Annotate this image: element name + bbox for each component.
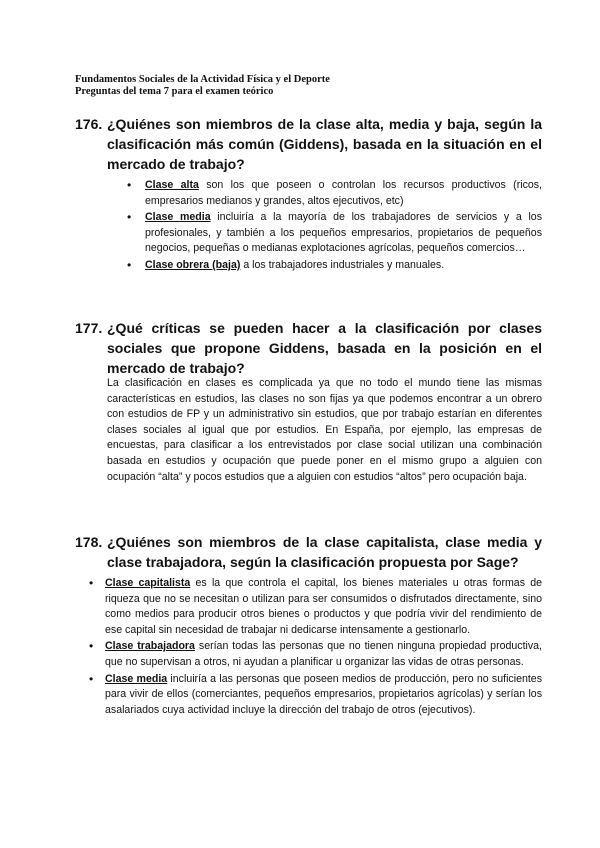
- answer-list: [75, 576, 542, 718]
- list-item: [145, 210, 542, 257]
- list-item: [145, 258, 542, 274]
- question-heading: [75, 532, 542, 572]
- list-item: [105, 639, 542, 670]
- answer-paragraph: La clasificación en clases es complicada ya que no todo el mundo tiene las mismas características en estudios, las clases no son fijas ya que podemos encontrar a un obrero con estudios de FP y un administrativo sin estudios, que por trabajo estarían en diferentes clases sociales al igual que por estudios. En España, por ejemplo, las empresas de encuestas, para clasificar a los entrevistados por clase social utilizan una combinación basada en estudios y ocupación que puede poner en el mismo grupo a alguien con ocupación “alta” y pocos estudios que a alguien con estudios “altos” pero ocupación baja.: [107, 377, 542, 483]
- course-title: Fundamentos Sociales de la Actividad Física y el Deporte: [75, 74, 330, 85]
- question-heading: [75, 318, 542, 378]
- question-number: 178.: [75, 534, 103, 550]
- document-header: [75, 74, 330, 98]
- list-item: [145, 178, 542, 209]
- term: Clase alta: [145, 179, 199, 191]
- question-number: 177.: [75, 320, 103, 336]
- question-number: 176.: [75, 116, 103, 132]
- definition: es la que controla el capital, los bienes materiales u otras formas de riqueza que no se necesitan o utilizan para ser consumidos o disfrutados directamente, sino como medios para producir otros bienes o productos y que podría vivir del rendimiento de ese capital sin necesidad de trabajar ni dedicarse intensamente a gestionarlo.: [105, 577, 542, 636]
- term: Clase trabajadora: [105, 640, 195, 653]
- answer-list: [75, 178, 542, 274]
- question-176: [75, 114, 542, 275]
- question-text: ¿Quiénes son miembros de la clase alta, media y baja, según la clasificación más común (Giddens), basada en la situación en el mercado de trabajo?: [107, 116, 542, 172]
- question-heading: [75, 114, 542, 174]
- definition: incluiría a las personas que poseen medios de producción, pero no suficientes para vivir de ellos (comerciantes, pequeños empresarios, propietarios agrícolas) y serían los asalariados cuya actividad incluye la dirección del trabajo de otros (ejecutivos).: [105, 672, 542, 716]
- question-text: ¿Quiénes son miembros de la clase capitalista, clase media y clase trabajadora, según la clasificación propuesta por Sage?: [107, 534, 542, 570]
- list-item: [105, 672, 542, 719]
- document-subtitle: Preguntas del tema 7 para el examen teórico: [75, 86, 274, 97]
- question-177: [75, 318, 542, 485]
- definition: incluiría a la mayoría de los trabajadores de servicios y a los profesionales, y también a los pequeños empresarios, propietarios de pequeños negocios, pequeñas o medianas explotaciones agrícolas, pequeños comercios…: [145, 211, 542, 255]
- definition: a los trabajadores industriales y manuales.: [240, 258, 445, 271]
- definition: serían todas las personas que no tienen ninguna propiedad productiva, que no supervisan a otros, ni ayudan a planificar u organizar las vidas de otras personas.: [105, 640, 542, 668]
- term: Clase media: [145, 211, 211, 224]
- term: Clase obrera (baja): [145, 258, 241, 271]
- list-item: [105, 576, 542, 638]
- question-text: ¿Qué críticas se pueden hacer a la clasificación por clases sociales que propone Giddens, basada en la posición en el mercado de trabajo?: [107, 320, 542, 376]
- definition: son los que poseen o controlan los recursos productivos (ricos, empresarios medianos y grandes, altos ejecutivos, etc): [145, 179, 543, 207]
- term: Clase media: [105, 672, 168, 685]
- question-178: [75, 532, 542, 719]
- term: Clase capitalista: [105, 577, 191, 589]
